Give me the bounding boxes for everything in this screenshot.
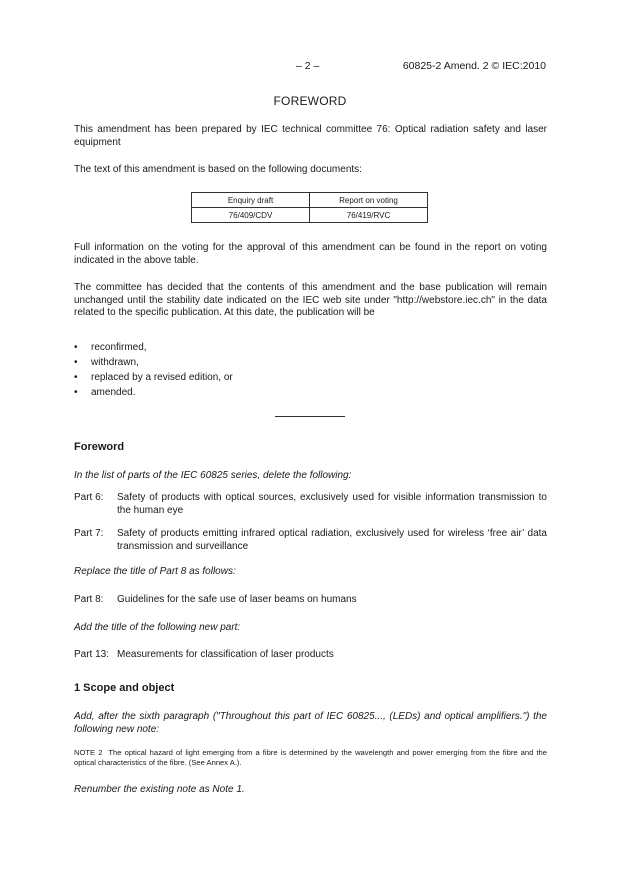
page-number: – 2 – — [296, 60, 320, 72]
part-title: Measurements for classification of laser products — [117, 649, 334, 660]
renumber-instruction: Renumber the existing note as Note 1. — [74, 784, 245, 795]
table-cell: 76/409/CDV — [192, 208, 310, 223]
delete-instruction: In the list of parts of the IEC 60825 series, delete the following: — [74, 470, 352, 481]
part-label: Part 8: — [74, 594, 104, 605]
note-label: NOTE 2 — [74, 748, 103, 757]
foreword-heading: Foreword — [74, 441, 125, 453]
page-header — [0, 60, 620, 74]
add-note-instruction: Add, after the sixth paragraph ("Throughout this part of IEC 60825..., (LEDs) and optical amplifiers.") the following new note: — [74, 711, 547, 735]
prepared-by-paragraph: This amendment has been prepared by IEC technical committee 76: Optical radiation safety and laser equipment — [74, 124, 547, 148]
part-label: Part 6: — [74, 492, 104, 503]
table-header-cell: Enquiry draft — [192, 193, 310, 208]
scope-heading: 1 Scope and object — [74, 682, 175, 694]
note-2 — [74, 748, 547, 768]
section-divider — [275, 416, 345, 417]
foreword-title: FOREWORD — [273, 94, 347, 108]
part-label: Part 7: — [74, 528, 104, 539]
document-reference: 60825-2 Amend. 2 © IEC:2010 — [402, 60, 546, 72]
full-info-paragraph: Full information on the voting for the approval of this amendment can be found in the report on voting indicated in the above table. — [74, 242, 547, 266]
table-row — [192, 208, 428, 223]
table-header-cell: Report on voting — [310, 193, 428, 208]
note-text: The optical hazard of light emerging from a fibre is determined by the wavelength and power emerging from the fibre and the optical characteristics of the fibre. (See Annex A.). — [74, 748, 547, 767]
part-title: Safety of products emitting infrared optical radiation, exclusively used for wireless ‘free air’ data transmission and surveillance — [117, 528, 547, 552]
list-item: • withdrawn, — [74, 355, 233, 370]
list-item: • amended. — [74, 385, 233, 400]
committee-paragraph: The committee has decided that the contents of this amendment and the base publication will remain unchanged until the stability date indicated on the IEC web site under "http://webstore.iec.ch" in the data related to the specific publication. At this date, the publication will be — [74, 282, 547, 318]
based-on-paragraph: The text of this amendment is based on the following documents: — [74, 164, 362, 175]
table-cell: 76/419/RVC — [310, 208, 428, 223]
replace-instruction: Replace the title of Part 8 as follows: — [74, 566, 236, 577]
list-item: • replaced by a revised edition, or — [74, 370, 233, 385]
part-title: Safety of products with optical sources, exclusively used for visible information transmission to the human eye — [117, 492, 547, 516]
part-label: Part 13: — [74, 649, 110, 660]
list-item: • reconfirmed, — [74, 340, 233, 355]
documents-table — [191, 192, 428, 223]
table-header-row — [192, 193, 428, 208]
add-instruction: Add the title of the following new part: — [74, 622, 241, 633]
publication-options-list — [74, 340, 233, 400]
part-title: Guidelines for the safe use of laser beams on humans — [117, 594, 357, 605]
